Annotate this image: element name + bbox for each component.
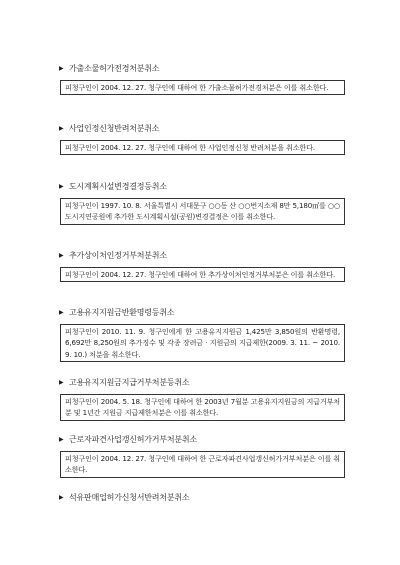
section-7 [60, 433, 345, 478]
section-heading [60, 376, 345, 390]
triangle-bullet-icon: ▶ [59, 379, 64, 386]
section-title: 고용유지지원금지급거부처분등취소 [69, 378, 190, 387]
section-heading [60, 433, 345, 447]
section-heading [60, 180, 345, 194]
section-8 [60, 491, 345, 505]
section-title: 고용유지지원금반환명령등취소 [69, 308, 175, 317]
decision-box: 피청구인이 2004. 12. 27. 청구인에 대하여 한 가출소물허가전경처분은 이를 취소한다. [60, 80, 345, 95]
decision-box: 피청구인이 1997. 10. 8. 서울특별시 서대문구 ○○동 산 ○○번지소재 8만 5,180㎡를 ○○도시지연공원에 추가한 도시계획시설(공원)변경결정은 이를 취소한다. [60, 198, 345, 225]
decision-box: 피청구인이 2004. 12. 27. 청구인에 대하여 한 사업인정신청 반려처분을 취소한다. [60, 140, 345, 155]
section-3 [60, 180, 345, 225]
section-heading [60, 249, 345, 263]
section-1 [60, 62, 345, 95]
section-heading [60, 491, 345, 505]
decision-box: 피청구인이 2004. 12. 27. 청구인에 대하여 한 근로자파견사업갱신허가거부처분은 이를 취소한다. [60, 451, 345, 478]
section-title: 사업인정신청반려처분취소 [69, 124, 160, 133]
section-heading [60, 62, 345, 76]
section-4 [60, 249, 345, 282]
section-title: 도시계획시설변경결정등취소 [69, 182, 167, 191]
triangle-bullet-icon: ▶ [59, 309, 64, 316]
triangle-bullet-icon: ▶ [59, 252, 64, 259]
section-title: 석유판매업허가신청서반려처분취소 [69, 493, 190, 502]
decision-box: 피청구인이 2004. 5. 18. 청구인에 대하여 한 2003년 7월분 고용유지지원금의 지급거부처분 및 1년간 지원금 지급제한처분은 이를 취소한다. [60, 394, 345, 421]
triangle-bullet-icon: ▶ [59, 436, 64, 443]
section-heading [60, 306, 345, 320]
section-6 [60, 376, 345, 421]
triangle-bullet-icon: ▶ [59, 65, 64, 72]
section-title: 가출소물허가전경처분취소 [69, 64, 160, 73]
triangle-bullet-icon: ▶ [59, 125, 64, 132]
decision-box: 피청구인이 2004. 12. 27. 청구인에 대하여 한 추가상이처인정거부처분은 이를 취소한다. [60, 267, 345, 282]
section-5 [60, 306, 345, 362]
triangle-bullet-icon: ▶ [59, 183, 64, 190]
section-title: 추가상이처인정거부처분취소 [69, 251, 167, 260]
section-title: 근로자파견사업갱신허가거부처분취소 [69, 435, 197, 444]
decision-box: 피청구인이 2010. 11. 9. 청구인에게 한 고용유지지원금 1,425만 3,850원의 반환명령, 6,692만 8,250원의 추가징수 및 각종 장려금 · 지원금의 지급제한(2009. 3. 11. ~ 2010. 9. 10.) 처분을 취소한다. [60, 324, 345, 362]
section-heading [60, 122, 345, 136]
section-2 [60, 122, 345, 155]
triangle-bullet-icon: ▶ [59, 494, 64, 501]
